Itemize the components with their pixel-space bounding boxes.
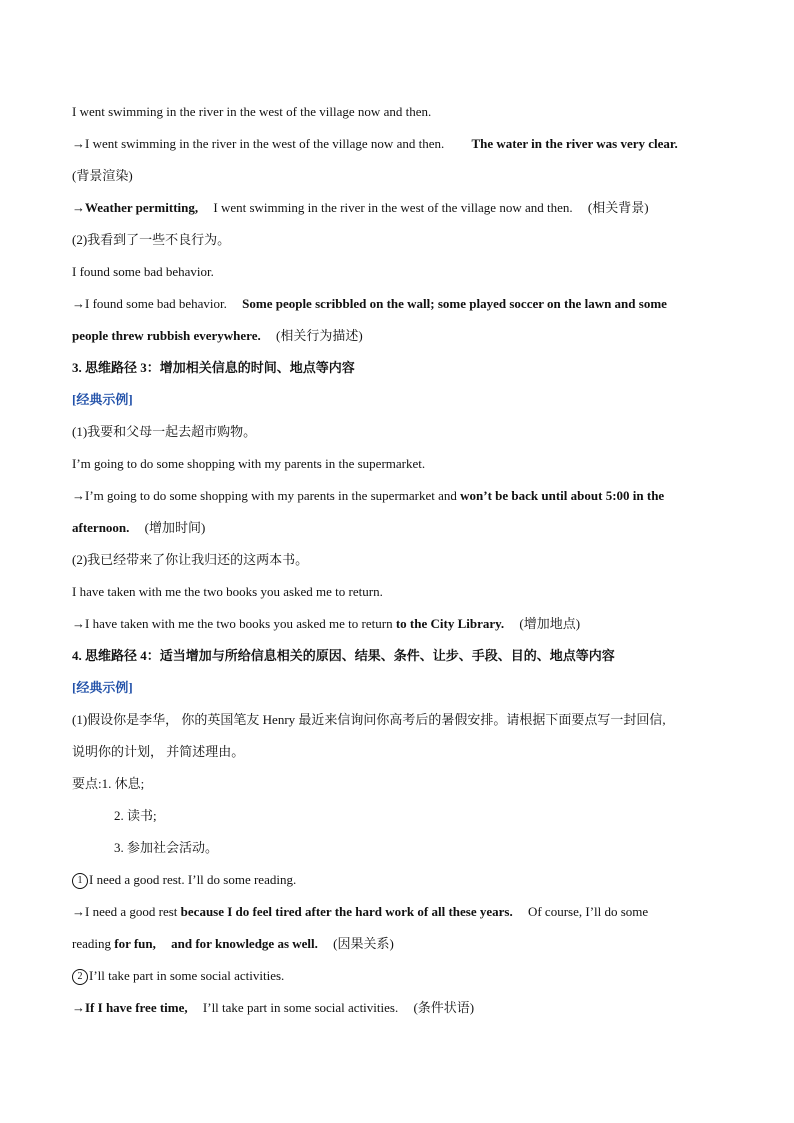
example-label: [经典示例] xyxy=(72,680,133,695)
note-label: (背景渲染) xyxy=(72,168,133,183)
section-heading: 4. 思维路径 4：适当增加与所给信息相关的原因、结果、条件、让步、手段、目的、地点等内容 xyxy=(72,648,615,663)
document-body xyxy=(72,96,722,1024)
sentence-original: 2 I’ll take part in some social activities. xyxy=(72,960,722,992)
example-label: [经典示例] xyxy=(72,392,133,407)
sentence-original: I’m going to do some shopping with my parents in the supermarket. xyxy=(72,456,426,471)
sentence-expanded-continued: reading for fun, and for knowledge as well. (因果关系) xyxy=(72,936,394,951)
sentence-original: I found some bad behavior. xyxy=(72,264,214,279)
example-prompt: (1)我要和父母一起去超市购物。 xyxy=(72,424,257,439)
sentence-original: I went swimming in the river in the west of the village now and then. xyxy=(72,104,432,119)
section-heading: 3. 思维路径 3：增加相关信息的时间、地点等内容 xyxy=(72,360,355,375)
sentence-expanded: →I have taken with me the two books you asked me to return to the City Library. (增加地点) xyxy=(72,616,581,631)
circled-number-badge: 2 xyxy=(72,969,88,985)
key-points-heading: 要点:1. 休息; xyxy=(72,776,145,791)
key-point: 3. 参加社会活动。 xyxy=(114,840,219,855)
sentence-expanded-continued: people threw rubbish everywhere. (相关行为描述) xyxy=(72,328,363,343)
key-point: 2. 读书; xyxy=(114,808,157,823)
sentence-original: 1 I need a good rest. I’ll do some reading. xyxy=(72,864,722,896)
circled-number-badge: 1 xyxy=(72,873,88,889)
sentence-expanded: →I need a good rest because I do feel tired after the hard work of all these years. Of course, I’ll do some xyxy=(72,904,649,919)
sentence-expanded: →I’m going to do some shopping with my parents in the supermarket and won’t be back until about 5:00 in the xyxy=(72,488,665,503)
example-prompt: (2)我看到了一些不良行为。 xyxy=(72,232,231,247)
sentence-expanded-continued: afternoon. (增加时间) xyxy=(72,520,206,535)
sentence-expanded: →Weather permitting, I went swimming in the river in the west of the village now and then. (相关背景) xyxy=(72,200,649,215)
sentence-expanded: →If I have free time, I’ll take part in some social activities. (条件状语) xyxy=(72,1000,475,1015)
example-prompt: (2)我已经带来了你让我归还的这两本书。 xyxy=(72,552,309,567)
sentence-expanded: →I went swimming in the river in the west of the village now and then. The water in the river was very clear. xyxy=(72,136,678,151)
example-prompt: (1)假设你是李华， 你的英国笔友 Henry 最近来信询问你高考后的暑假安排。请根据下面要点写一封回信, xyxy=(72,712,666,727)
sentence-expanded: →I found some bad behavior. Some people scribbled on the wall; some played soccer on the lawn and some xyxy=(72,296,667,311)
sentence-original: I have taken with me the two books you asked me to return. xyxy=(72,584,383,599)
example-prompt-continued: 说明你的计划， 并简述理由。 xyxy=(72,744,245,759)
